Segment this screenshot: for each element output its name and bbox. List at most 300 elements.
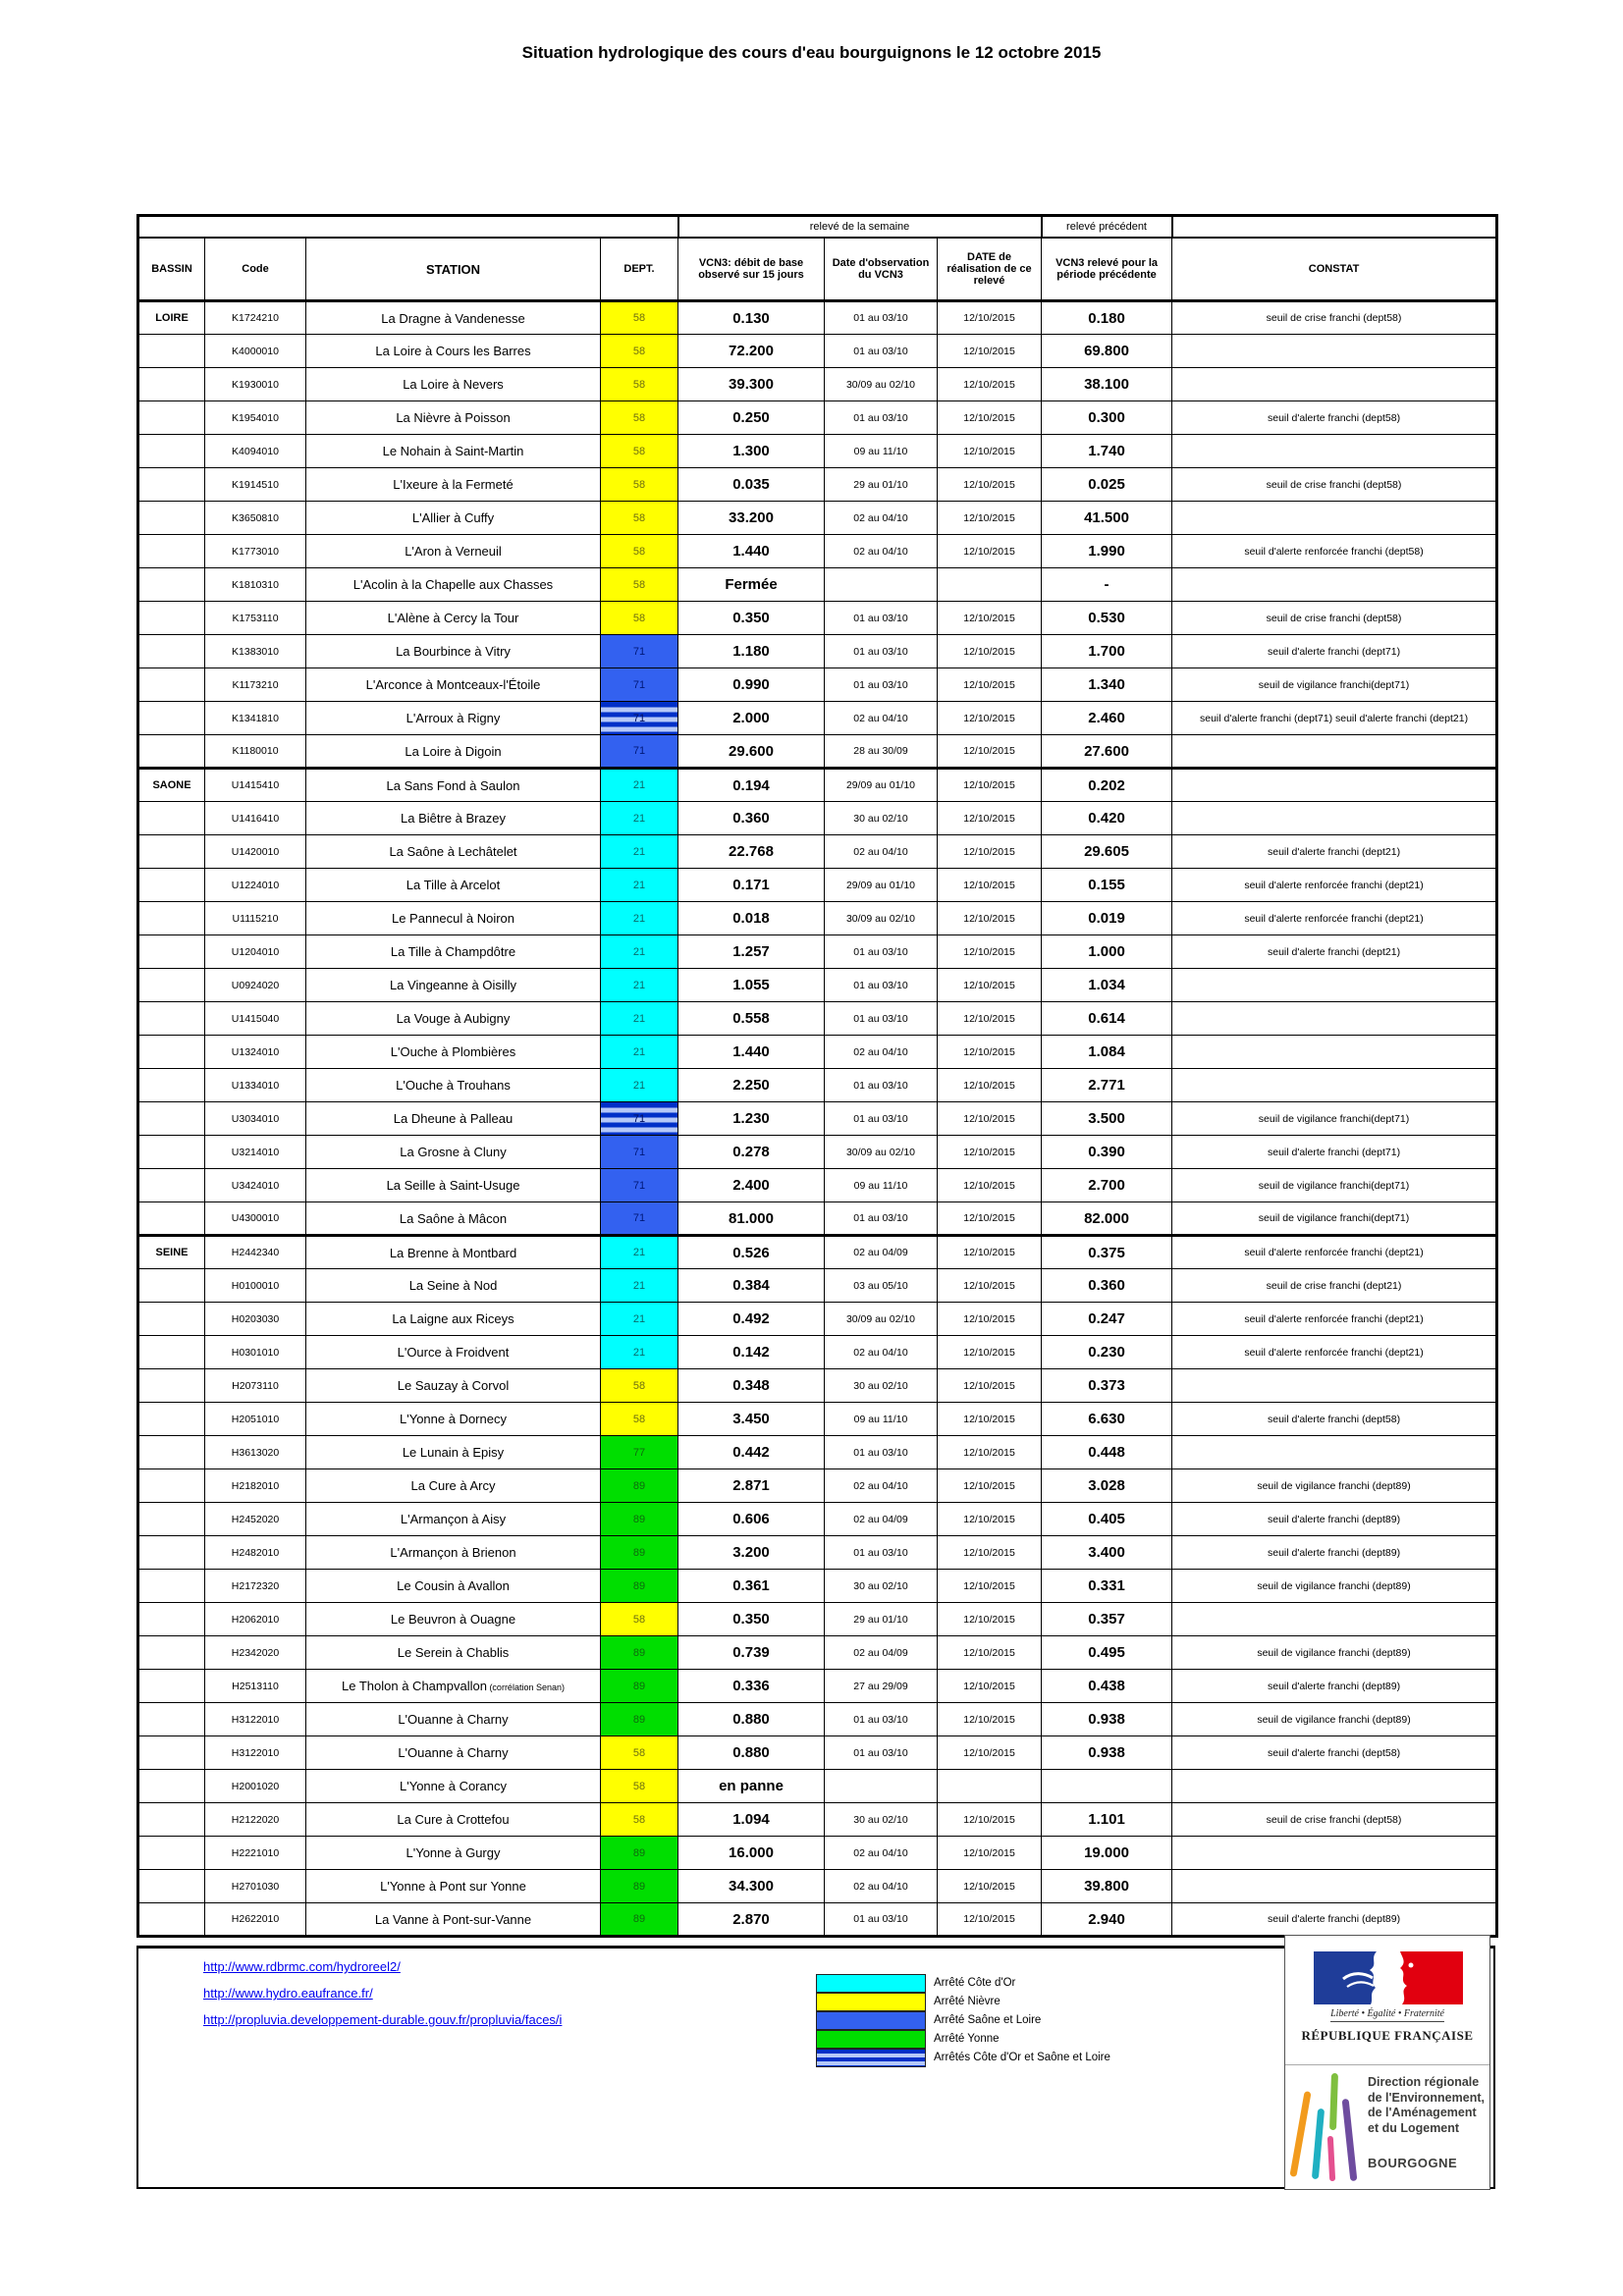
table-row bbox=[138, 1036, 1497, 1069]
cell-vcn3: 2.400 bbox=[678, 1169, 825, 1202]
cell-date-observation: 02 au 04/10 bbox=[825, 502, 938, 535]
cell-station: Le Cousin à Avallon bbox=[306, 1570, 601, 1603]
cell-basin: LOIRE bbox=[138, 301, 205, 335]
cell-constat: seuil d'alerte franchi (dept71) bbox=[1172, 1136, 1497, 1169]
table-row bbox=[138, 602, 1497, 635]
cell-constat: seuil de vigilance franchi (dept89) bbox=[1172, 1636, 1497, 1670]
cell-vcn3: 34.300 bbox=[678, 1870, 825, 1903]
cell-date-observation: 29/09 au 01/10 bbox=[825, 869, 938, 902]
cell-dept: 58 bbox=[601, 568, 678, 602]
cell-constat: seuil de vigilance franchi (dept89) bbox=[1172, 1469, 1497, 1503]
cell-constat: seuil de vigilance franchi(dept71) bbox=[1172, 1169, 1497, 1202]
cell-date-observation: 29/09 au 01/10 bbox=[825, 769, 938, 802]
cell-vcn3: Fermée bbox=[678, 568, 825, 602]
cell-date-releve: 12/10/2015 bbox=[938, 1069, 1042, 1102]
legend-label: Arrêté Saône et Loire bbox=[934, 2014, 1042, 2026]
table-row bbox=[138, 635, 1497, 668]
cell-dept: 58 bbox=[601, 368, 678, 401]
cell-date-observation: 02 au 04/10 bbox=[825, 702, 938, 735]
cell-constat bbox=[1172, 769, 1497, 802]
cell-dept: 21 bbox=[601, 1036, 678, 1069]
cell-vcn3-previous: 1.034 bbox=[1042, 969, 1172, 1002]
cell-constat: seuil de crise franchi (dept58) bbox=[1172, 468, 1497, 502]
cell-vcn3-previous: 0.247 bbox=[1042, 1303, 1172, 1336]
links-block bbox=[203, 1953, 562, 2033]
cell-date-releve: 12/10/2015 bbox=[938, 1736, 1042, 1770]
cell-date-observation: 01 au 03/10 bbox=[825, 635, 938, 668]
cell-date-releve: 12/10/2015 bbox=[938, 435, 1042, 468]
cell-date-releve: 12/10/2015 bbox=[938, 1536, 1042, 1570]
cell-vcn3: 0.171 bbox=[678, 869, 825, 902]
cell-basin bbox=[138, 1903, 205, 1937]
cell-constat bbox=[1172, 1002, 1497, 1036]
cell-code: H2062010 bbox=[205, 1603, 306, 1636]
cell-date-releve: 12/10/2015 bbox=[938, 668, 1042, 702]
cell-constat bbox=[1172, 335, 1497, 368]
cell-code: H2622010 bbox=[205, 1903, 306, 1937]
cell-station: La Biêtre à Brazey bbox=[306, 802, 601, 835]
cell-basin bbox=[138, 1570, 205, 1603]
station-note: (corrélation Senan) bbox=[486, 1682, 565, 1692]
cell-vcn3: 0.442 bbox=[678, 1436, 825, 1469]
cell-dept: 21 bbox=[601, 902, 678, 935]
table-row bbox=[138, 1570, 1497, 1603]
cell-station: La Dheune à Palleau bbox=[306, 1102, 601, 1136]
cell-vcn3: 1.300 bbox=[678, 435, 825, 468]
cell-vcn3: 22.768 bbox=[678, 835, 825, 869]
cell-dept: 71 bbox=[601, 1169, 678, 1202]
table-row bbox=[138, 902, 1497, 935]
link-hydroreel[interactable]: http://www.rdbrmc.com/hydroreel2/ bbox=[203, 1959, 401, 1974]
cell-date-observation: 02 au 04/10 bbox=[825, 1469, 938, 1503]
cell-basin bbox=[138, 1703, 205, 1736]
cell-constat: seuil d'alerte renforcée franchi (dept21) bbox=[1172, 1336, 1497, 1369]
cell-station: Le Tholon à Champvallon (corrélation Senan) bbox=[306, 1670, 601, 1703]
cell-date-observation: 30/09 au 02/10 bbox=[825, 1136, 938, 1169]
cell-vcn3-previous: 0.420 bbox=[1042, 802, 1172, 835]
cell-basin bbox=[138, 535, 205, 568]
cell-date-observation bbox=[825, 568, 938, 602]
cell-dept: 89 bbox=[601, 1503, 678, 1536]
cell-constat: seuil d'alerte franchi (dept21) bbox=[1172, 935, 1497, 969]
cell-station: La Loire à Digoin bbox=[306, 735, 601, 769]
cell-station: La Seille à Saint-Usuge bbox=[306, 1169, 601, 1202]
cell-basin bbox=[138, 1803, 205, 1837]
cell-vcn3: 0.492 bbox=[678, 1303, 825, 1336]
subheader-spacer-left bbox=[138, 216, 678, 239]
cell-vcn3-previous: 1.084 bbox=[1042, 1036, 1172, 1069]
cell-dept: 58 bbox=[601, 602, 678, 635]
cell-vcn3-previous: 3.500 bbox=[1042, 1102, 1172, 1136]
cell-date-observation bbox=[825, 1770, 938, 1803]
cell-date-releve: 12/10/2015 bbox=[938, 1369, 1042, 1403]
cell-dept: 71 bbox=[601, 735, 678, 769]
cell-constat bbox=[1172, 1036, 1497, 1069]
cell-code: K3650810 bbox=[205, 502, 306, 535]
cell-constat: seuil d'alerte franchi (dept58) bbox=[1172, 401, 1497, 435]
cell-vcn3-previous: 0.300 bbox=[1042, 401, 1172, 435]
cell-date-releve: 12/10/2015 bbox=[938, 869, 1042, 902]
cell-code: U1415040 bbox=[205, 1002, 306, 1036]
cell-dept: 71 bbox=[601, 702, 678, 735]
cell-basin bbox=[138, 969, 205, 1002]
cell-vcn3: 0.350 bbox=[678, 602, 825, 635]
cell-station: La Cure à Arcy bbox=[306, 1469, 601, 1503]
cell-date-releve: 12/10/2015 bbox=[938, 902, 1042, 935]
cell-basin bbox=[138, 1469, 205, 1503]
cell-basin bbox=[138, 902, 205, 935]
cell-code: U1420010 bbox=[205, 835, 306, 869]
cell-date-releve: 12/10/2015 bbox=[938, 1503, 1042, 1536]
cell-dept: 89 bbox=[601, 1870, 678, 1903]
cell-date-observation: 02 au 04/10 bbox=[825, 1036, 938, 1069]
cell-vcn3-previous: 2.700 bbox=[1042, 1169, 1172, 1202]
cell-vcn3-previous: 0.938 bbox=[1042, 1736, 1172, 1770]
cell-station: La Dragne à Vandenesse bbox=[306, 301, 601, 335]
cell-date-observation: 02 au 04/10 bbox=[825, 1837, 938, 1870]
cell-date-observation: 01 au 03/10 bbox=[825, 1436, 938, 1469]
cell-date-observation: 09 au 11/10 bbox=[825, 1403, 938, 1436]
cell-vcn3-previous: 6.630 bbox=[1042, 1403, 1172, 1436]
cell-vcn3: 0.739 bbox=[678, 1636, 825, 1670]
table-row bbox=[138, 835, 1497, 869]
cell-vcn3-previous: 0.448 bbox=[1042, 1436, 1172, 1469]
legend-swatch-striped bbox=[816, 2049, 926, 2067]
table-row bbox=[138, 1837, 1497, 1870]
cell-date-observation: 30/09 au 02/10 bbox=[825, 902, 938, 935]
cell-vcn3: 0.384 bbox=[678, 1269, 825, 1303]
cell-date-releve: 12/10/2015 bbox=[938, 1570, 1042, 1603]
table-row bbox=[138, 368, 1497, 401]
cell-basin bbox=[138, 1336, 205, 1369]
cell-date-releve: 12/10/2015 bbox=[938, 1303, 1042, 1336]
cell-date-releve: 12/10/2015 bbox=[938, 1837, 1042, 1870]
cell-basin bbox=[138, 1002, 205, 1036]
cell-vcn3: 81.000 bbox=[678, 1202, 825, 1236]
cell-station: L'Yonne à Dornecy bbox=[306, 1403, 601, 1436]
cell-station: L'Arconce à Montceaux-l'Étoile bbox=[306, 668, 601, 702]
link-propluvia[interactable]: http://propluvia.developpement-durable.gouv.fr/propluvia/faces/i bbox=[203, 2012, 563, 2027]
cell-date-releve: 12/10/2015 bbox=[938, 735, 1042, 769]
table-row bbox=[138, 969, 1497, 1002]
cell-station: Le Pannecul à Noiron bbox=[306, 902, 601, 935]
cell-vcn3: 29.600 bbox=[678, 735, 825, 769]
cell-constat bbox=[1172, 1369, 1497, 1403]
cell-constat: seuil de vigilance franchi (dept89) bbox=[1172, 1570, 1497, 1603]
cell-vcn3-previous: 0.019 bbox=[1042, 902, 1172, 935]
table-body bbox=[138, 301, 1497, 1937]
cell-basin bbox=[138, 668, 205, 702]
cell-station: L'Ouche à Trouhans bbox=[306, 1069, 601, 1102]
cell-code: H2442340 bbox=[205, 1236, 306, 1269]
cell-basin: SEINE bbox=[138, 1236, 205, 1269]
table-row bbox=[138, 1102, 1497, 1136]
cell-station: La Loire à Cours les Barres bbox=[306, 335, 601, 368]
logos-box bbox=[1284, 1935, 1490, 2190]
cell-vcn3: 0.194 bbox=[678, 769, 825, 802]
cell-basin bbox=[138, 1603, 205, 1636]
cell-constat bbox=[1172, 1837, 1497, 1870]
cell-code: K1383010 bbox=[205, 635, 306, 668]
cell-dept: 71 bbox=[601, 668, 678, 702]
cell-date-observation: 27 au 29/09 bbox=[825, 1670, 938, 1703]
cell-dept: 89 bbox=[601, 1536, 678, 1570]
table-row bbox=[138, 1503, 1497, 1536]
cell-vcn3: 1.440 bbox=[678, 1036, 825, 1069]
cell-vcn3-previous: - bbox=[1042, 568, 1172, 602]
cell-constat: seuil d'alerte franchi (dept58) bbox=[1172, 1736, 1497, 1770]
cell-station: L'Armançon à Aisy bbox=[306, 1503, 601, 1536]
cell-basin bbox=[138, 468, 205, 502]
cell-basin bbox=[138, 1303, 205, 1336]
cell-code: H2221010 bbox=[205, 1837, 306, 1870]
cell-station: La Nièvre à Poisson bbox=[306, 401, 601, 435]
cell-code: K1810310 bbox=[205, 568, 306, 602]
cell-date-releve: 12/10/2015 bbox=[938, 635, 1042, 668]
cell-vcn3-previous: 2.940 bbox=[1042, 1903, 1172, 1937]
cell-constat bbox=[1172, 1770, 1497, 1803]
table-row bbox=[138, 401, 1497, 435]
cell-station: La Vanne à Pont-sur-Vanne bbox=[306, 1903, 601, 1937]
cell-vcn3-previous: 0.375 bbox=[1042, 1236, 1172, 1269]
hydrology-table bbox=[136, 214, 1495, 1938]
cell-date-releve: 12/10/2015 bbox=[938, 1803, 1042, 1837]
cell-constat: seuil de crise franchi (dept58) bbox=[1172, 301, 1497, 335]
cell-basin bbox=[138, 1036, 205, 1069]
cell-constat: seuil d'alerte franchi (dept89) bbox=[1172, 1503, 1497, 1536]
table-row bbox=[138, 1436, 1497, 1469]
cell-vcn3: 0.558 bbox=[678, 1002, 825, 1036]
cell-code: U1224010 bbox=[205, 869, 306, 902]
cell-date-observation: 30/09 au 02/10 bbox=[825, 1303, 938, 1336]
cell-code: H0203030 bbox=[205, 1303, 306, 1336]
cell-station: L'Aron à Verneuil bbox=[306, 535, 601, 568]
cell-code: H2122020 bbox=[205, 1803, 306, 1837]
legend-label: Arrêté Côte d'Or bbox=[934, 1977, 1016, 1989]
cell-code: K1180010 bbox=[205, 735, 306, 769]
cell-basin bbox=[138, 1436, 205, 1469]
link-hydro-eaufrance[interactable]: http://www.hydro.eaufrance.fr/ bbox=[203, 1986, 373, 2001]
cell-basin bbox=[138, 935, 205, 969]
table-row bbox=[138, 1002, 1497, 1036]
rf-motto: Liberté • Égalité • Fraternité bbox=[1285, 2008, 1489, 2022]
cell-code: H2452020 bbox=[205, 1503, 306, 1536]
cell-station: L'Ource à Froidvent bbox=[306, 1336, 601, 1369]
cell-station: La Brenne à Montbard bbox=[306, 1236, 601, 1269]
cell-dept: 89 bbox=[601, 1636, 678, 1670]
cell-date-releve: 12/10/2015 bbox=[938, 702, 1042, 735]
cell-date-observation: 02 au 04/10 bbox=[825, 1870, 938, 1903]
cell-date-observation: 01 au 03/10 bbox=[825, 1536, 938, 1570]
cell-dept: 89 bbox=[601, 1903, 678, 1937]
cell-basin bbox=[138, 1636, 205, 1670]
cell-date-releve: 12/10/2015 bbox=[938, 301, 1042, 335]
cell-vcn3: 0.278 bbox=[678, 1136, 825, 1169]
cell-constat bbox=[1172, 435, 1497, 468]
cell-date-observation: 01 au 03/10 bbox=[825, 1069, 938, 1102]
cell-constat: seuil d'alerte franchi (dept71) bbox=[1172, 635, 1497, 668]
cell-vcn3-previous: 0.495 bbox=[1042, 1636, 1172, 1670]
cell-station: L'Acolin à la Chapelle aux Chasses bbox=[306, 568, 601, 602]
cell-vcn3: 0.880 bbox=[678, 1736, 825, 1770]
cell-date-releve: 12/10/2015 bbox=[938, 1603, 1042, 1636]
cell-basin bbox=[138, 1169, 205, 1202]
cell-date-releve: 12/10/2015 bbox=[938, 1136, 1042, 1169]
cell-vcn3: 1.094 bbox=[678, 1803, 825, 1837]
cell-vcn3: 0.130 bbox=[678, 301, 825, 335]
cell-vcn3-previous: 1.340 bbox=[1042, 668, 1172, 702]
cell-vcn3: 0.336 bbox=[678, 1670, 825, 1703]
cell-constat: seuil d'alerte franchi (dept89) bbox=[1172, 1670, 1497, 1703]
cell-constat: seuil d'alerte franchi (dept89) bbox=[1172, 1536, 1497, 1570]
cell-basin bbox=[138, 1136, 205, 1169]
cell-station: La Loire à Nevers bbox=[306, 368, 601, 401]
cell-basin bbox=[138, 1670, 205, 1703]
table-row bbox=[138, 335, 1497, 368]
cell-constat bbox=[1172, 1870, 1497, 1903]
cell-date-observation: 02 au 04/09 bbox=[825, 1636, 938, 1670]
cell-vcn3: 1.230 bbox=[678, 1102, 825, 1136]
table-row bbox=[138, 1069, 1497, 1102]
cell-code: U1204010 bbox=[205, 935, 306, 969]
cell-dept: 21 bbox=[601, 1002, 678, 1036]
cell-vcn3: 0.361 bbox=[678, 1570, 825, 1603]
cell-station: La Grosne à Cluny bbox=[306, 1136, 601, 1169]
cell-dept: 21 bbox=[601, 802, 678, 835]
cell-date-releve: 12/10/2015 bbox=[938, 468, 1042, 502]
cell-code: K1930010 bbox=[205, 368, 306, 401]
cell-vcn3: 2.871 bbox=[678, 1469, 825, 1503]
cell-dept: 58 bbox=[601, 401, 678, 435]
cell-station: La Cure à Crottefou bbox=[306, 1803, 601, 1837]
cell-vcn3: 0.526 bbox=[678, 1236, 825, 1269]
cell-date-observation: 01 au 03/10 bbox=[825, 335, 938, 368]
table-row bbox=[138, 1903, 1497, 1937]
cell-basin bbox=[138, 1202, 205, 1236]
cell-station: L'Ouche à Plombières bbox=[306, 1036, 601, 1069]
cell-vcn3: 2.870 bbox=[678, 1903, 825, 1937]
col-header-vcn3-previous: VCN3 relevé pour la période précédente bbox=[1042, 238, 1172, 301]
rf-name: RÉPUBLIQUE FRANÇAISE bbox=[1301, 2028, 1474, 2043]
cell-vcn3-previous: 0.360 bbox=[1042, 1269, 1172, 1303]
subheader-spacer-right bbox=[1172, 216, 1497, 239]
cell-station: La Bourbince à Vitry bbox=[306, 635, 601, 668]
col-header-date-observation: Date d'observation du VCN3 bbox=[825, 238, 938, 301]
cell-date-observation: 01 au 03/10 bbox=[825, 1202, 938, 1236]
table-row bbox=[138, 1636, 1497, 1670]
col-header-station: STATION bbox=[306, 238, 601, 301]
cell-code: U1334010 bbox=[205, 1069, 306, 1102]
cell-code: U3424010 bbox=[205, 1169, 306, 1202]
cell-code: K1341810 bbox=[205, 702, 306, 735]
legend-label: Arrêtés Côte d'Or et Saône et Loire bbox=[934, 2052, 1110, 2063]
cell-constat: seuil d'alerte renforcée franchi (dept58) bbox=[1172, 535, 1497, 568]
cell-date-releve: 12/10/2015 bbox=[938, 1436, 1042, 1469]
table-row bbox=[138, 869, 1497, 902]
cell-dept: 21 bbox=[601, 769, 678, 802]
cell-vcn3-previous: 1.101 bbox=[1042, 1803, 1172, 1837]
cell-date-observation: 02 au 04/10 bbox=[825, 835, 938, 869]
cell-dept: 21 bbox=[601, 1069, 678, 1102]
dreal-title: Direction régionale de l'Environnement, de l'Aménagement et du Logement bbox=[1368, 2075, 1485, 2135]
cell-code: H2482010 bbox=[205, 1536, 306, 1570]
cell-dept: 58 bbox=[601, 1603, 678, 1636]
cell-dept: 89 bbox=[601, 1469, 678, 1503]
cell-dept: 58 bbox=[601, 1770, 678, 1803]
cell-constat bbox=[1172, 1069, 1497, 1102]
cell-date-releve: 12/10/2015 bbox=[938, 1236, 1042, 1269]
cell-constat: seuil de vigilance franchi (dept89) bbox=[1172, 1703, 1497, 1736]
table-row bbox=[138, 1736, 1497, 1770]
cell-dept: 58 bbox=[601, 435, 678, 468]
cell-dept: 21 bbox=[601, 869, 678, 902]
cell-code: H3122010 bbox=[205, 1736, 306, 1770]
cell-code: H2701030 bbox=[205, 1870, 306, 1903]
table-row bbox=[138, 1369, 1497, 1403]
table-row bbox=[138, 1336, 1497, 1369]
cell-vcn3-previous: 1.990 bbox=[1042, 535, 1172, 568]
table-row bbox=[138, 1803, 1497, 1837]
cell-vcn3-previous: 2.460 bbox=[1042, 702, 1172, 735]
cell-vcn3-previous: 0.405 bbox=[1042, 1503, 1172, 1536]
cell-code: K1954010 bbox=[205, 401, 306, 435]
cell-date-observation: 01 au 03/10 bbox=[825, 602, 938, 635]
cell-vcn3-previous: 19.000 bbox=[1042, 1837, 1172, 1870]
cell-dept: 58 bbox=[601, 1403, 678, 1436]
table-row bbox=[138, 1603, 1497, 1636]
table-row bbox=[138, 802, 1497, 835]
cell-code: K1724210 bbox=[205, 301, 306, 335]
cell-date-observation: 01 au 03/10 bbox=[825, 401, 938, 435]
cell-date-releve bbox=[938, 568, 1042, 602]
table-row bbox=[138, 668, 1497, 702]
table-row bbox=[138, 1536, 1497, 1570]
col-header-constat: CONSTAT bbox=[1172, 238, 1497, 301]
cell-basin bbox=[138, 1536, 205, 1570]
cell-vcn3: 33.200 bbox=[678, 502, 825, 535]
cell-vcn3-previous: 0.373 bbox=[1042, 1369, 1172, 1403]
cell-basin bbox=[138, 735, 205, 769]
cell-dept: 21 bbox=[601, 1303, 678, 1336]
cell-station: La Tille à Champdôtre bbox=[306, 935, 601, 969]
cell-basin bbox=[138, 802, 205, 835]
cell-code: H2172320 bbox=[205, 1570, 306, 1603]
cell-code: U0924020 bbox=[205, 969, 306, 1002]
cell-vcn3-previous: 0.155 bbox=[1042, 869, 1172, 902]
legend-swatch-yellow bbox=[816, 1993, 926, 2011]
cell-dept: 58 bbox=[601, 502, 678, 535]
cell-date-releve: 12/10/2015 bbox=[938, 401, 1042, 435]
cell-constat bbox=[1172, 969, 1497, 1002]
cell-code: K1753110 bbox=[205, 602, 306, 635]
cell-basin bbox=[138, 1870, 205, 1903]
cell-dept: 58 bbox=[601, 335, 678, 368]
table-row bbox=[138, 568, 1497, 602]
cell-basin bbox=[138, 1503, 205, 1536]
legend-label: Arrêté Nièvre bbox=[934, 1996, 1001, 2007]
cell-vcn3-previous: 38.100 bbox=[1042, 368, 1172, 401]
cell-vcn3-previous: 0.530 bbox=[1042, 602, 1172, 635]
cell-basin bbox=[138, 1403, 205, 1436]
cell-date-observation: 09 au 11/10 bbox=[825, 1169, 938, 1202]
table-row bbox=[138, 1703, 1497, 1736]
cell-dept: 71 bbox=[601, 635, 678, 668]
cell-station: Le Sauzay à Corvol bbox=[306, 1369, 601, 1403]
cell-constat: seuil d'alerte franchi (dept21) bbox=[1172, 835, 1497, 869]
col-header-vcn3: VCN3: débit de base observé sur 15 jours bbox=[678, 238, 825, 301]
cell-date-observation: 30/09 au 02/10 bbox=[825, 368, 938, 401]
cell-constat: seuil de crise franchi (dept21) bbox=[1172, 1269, 1497, 1303]
